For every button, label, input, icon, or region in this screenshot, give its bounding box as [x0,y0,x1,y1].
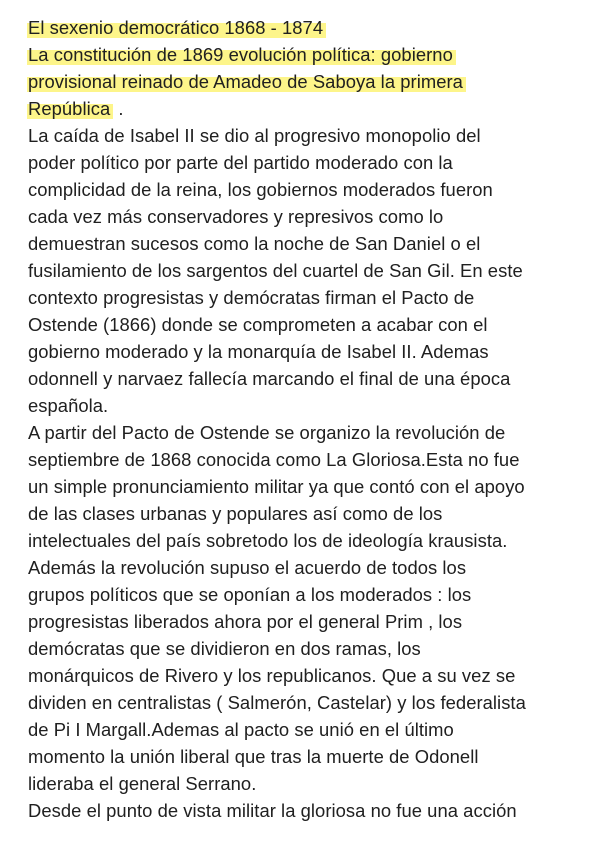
text-line: complicidad de la reina, los gobiernos moderados fueron [28,179,493,200]
text-line: septiembre de 1868 conocida como La Gloriosa.Esta no fue [28,449,520,470]
text-line: progresistas liberados ahora por el general Prim , los [28,611,463,632]
text-line: poder político por parte del partido moderado con la [28,152,453,173]
highlighted-text: La constitución de 1869 evolución política: gobierno [27,44,456,65]
text-line: de las clases urbanas y populares así como de los [28,503,443,524]
text-line: contexto progresistas y demócratas firman el Pacto de [28,287,475,308]
text-line: un simple pronunciamiento militar ya que contó con el apoyo [28,476,525,497]
text-line: gobierno moderado y la monarquía de Isabel II. Ademas [28,341,489,362]
heading-line [28,95,588,122]
text-line: de Pi I Margall.Ademas al pacto se unió en el último [28,719,454,740]
heading-line [28,41,588,68]
text-line: lideraba el general Serrano. [28,773,257,794]
text-line: Ostende (1866) donde se comprometen a acabar con el [28,314,488,335]
text-line: La caída de Isabel II se dio al progresivo monopolio del [28,125,481,146]
text-line: intelectuales del país sobretodo los de ideología krausista. [28,530,508,551]
heading-tail: . [113,98,124,119]
text-line: dividen en centralistas ( Salmerón, Castelar) y los federalista [28,692,526,713]
highlighted-text: provisional reinado de Amadeo de Saboya la primera [27,71,466,92]
text-line: Desde el punto de vista militar la gloriosa no fue una acción [28,800,517,821]
heading-line [28,68,588,95]
text-line: demuestran sucesos como la noche de San Daniel o el [28,233,481,254]
text-line: A partir del Pacto de Ostende se organizo la revolución de [28,422,506,443]
body-text [28,122,588,824]
text-line: Además la revolución supuso el acuerdo de todos los [28,557,467,578]
text-line: monárquicos de Rivero y los republicanos. Que a su vez se [28,665,516,686]
text-line: odonnell y narvaez fallecía marcando el final de una época [28,368,511,389]
text-line: cada vez más conservadores y represivos como lo [28,206,444,227]
document-page [28,14,588,824]
heading-line [28,14,588,41]
text-line: momento la unión liberal que tras la muerte de Odonell [28,746,479,767]
text-line: grupos políticos que se oponían a los moderados : los [28,584,472,605]
text-line: fusilamiento de los sargentos del cuartel de San Gil. En este [28,260,523,281]
text-line: española. [28,395,109,416]
highlighted-text: República [27,98,113,119]
text-line: demócratas que se dividieron en dos ramas, los [28,638,421,659]
highlighted-text: El sexenio democrático 1868 - 1874 [27,17,326,38]
